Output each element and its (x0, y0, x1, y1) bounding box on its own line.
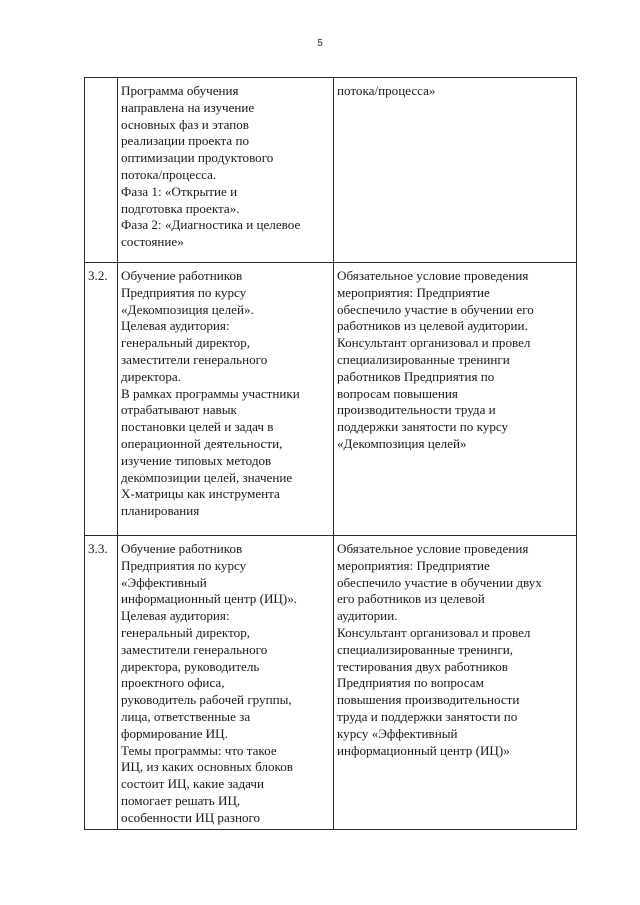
page-number: 5 (317, 38, 323, 49)
condition-line: его работников из целевой (337, 591, 485, 607)
description-line: направлена на изучение (121, 99, 255, 115)
condition-line: специализированные тренинги, (337, 641, 514, 657)
condition-line: Обязательное условие проведения (337, 268, 529, 283)
description-line: заместители генерального (121, 641, 268, 657)
item-number-cell (85, 263, 118, 536)
description-line: Предприятия по курсу (121, 557, 247, 573)
description-line: Целевая аудитория: (121, 608, 230, 624)
description-line: проектного офиса, (121, 675, 225, 691)
condition-line: аудитории. (337, 608, 398, 624)
description-line: реализации проекта по (121, 133, 250, 149)
condition-line: мероприятия: Предприятие (337, 557, 490, 573)
description-line: Предприятия по курсу (121, 284, 247, 300)
description-line: подготовка проекта». (121, 200, 240, 216)
description-line: Фаза 1: «Открытие и (121, 183, 238, 199)
description-line: формирование ИЦ. (121, 725, 228, 741)
condition-line: «Декомпозиция целей» (337, 435, 467, 451)
item-number-cell (85, 536, 118, 830)
condition-line: Предприятия по вопросам (337, 675, 484, 691)
condition-line: потока/процесса» (337, 83, 436, 98)
condition-line: тестирования двух работников (337, 658, 508, 674)
item-number-cell (85, 78, 118, 263)
condition-line: работников Предприятия по (337, 368, 495, 384)
condition-line: Обязательное условие проведения (337, 541, 529, 556)
description-cell (118, 263, 334, 536)
description-line: заместители генерального (121, 351, 268, 367)
description-line: оптимизации продуктового (121, 150, 274, 166)
description-line: руководитель рабочей группы, (121, 692, 292, 708)
description-line: В рамках программы участники (121, 385, 300, 401)
description-line: Программа обучения (121, 83, 239, 98)
table-row (85, 78, 577, 263)
description-line: изучение типовых методов (121, 452, 272, 468)
condition-cell (334, 78, 577, 263)
item-number: 3.3. (88, 541, 108, 556)
condition-line: производительности труда и (337, 402, 496, 418)
description-line: ИЦ, из каких основных блоков (121, 759, 293, 775)
description-line: основных фаз и этапов (121, 116, 249, 132)
description-line: информационный центр (ИЦ)». (121, 591, 298, 607)
condition-line: обеспечило участие в обучении его (337, 301, 534, 317)
description-line: состояние» (121, 234, 184, 250)
description-line: постановки целей и задач в (121, 419, 274, 435)
condition-line: поддержки занятости по курсу (337, 419, 509, 435)
description-line: особенности ИЦ разного (121, 809, 261, 825)
description-line: планирования (121, 503, 200, 519)
table-row (85, 263, 577, 536)
description-line: Темы программы: что такое (121, 742, 277, 758)
description-line: генеральный директор, (121, 335, 251, 351)
description-line: директора, руководитель (121, 658, 260, 674)
description-line: директора. (121, 368, 181, 384)
condition-line: вопросам повышения (337, 385, 458, 401)
description-line: Фаза 2: «Диагностика и целевое (121, 217, 301, 233)
condition-line: специализированные тренинги (337, 351, 510, 367)
item-number: 3.2. (88, 268, 108, 283)
description-line: декомпозиции целей, значение (121, 469, 293, 485)
description-line: потока/процесса. (121, 166, 217, 182)
condition-line: работников из целевой аудитории. (337, 318, 528, 334)
description-line: Обучение работников (121, 268, 243, 283)
condition-line: обеспечило участие в обучении двух (337, 574, 542, 590)
condition-cell (334, 536, 577, 830)
description-line: Обучение работников (121, 541, 243, 556)
description-line: Целевая аудитория: (121, 318, 230, 334)
condition-line: труда и поддержки занятости по (337, 708, 518, 724)
description-line: отрабатывают навык (121, 402, 237, 418)
condition-line: Консультант организовал и провел (337, 335, 531, 351)
description-line: лица, ответственные за (121, 708, 251, 724)
description-line: операционной деятельности, (121, 435, 283, 451)
description-line: состоит ИЦ, какие задачи (121, 776, 265, 792)
condition-line: информационный центр (ИЦ)» (337, 742, 510, 758)
condition-line: повышения производительности (337, 692, 520, 708)
table-row (85, 536, 577, 830)
activities-table (84, 77, 577, 830)
description-line: генеральный директор, (121, 624, 251, 640)
description-line: Х-матрицы как инструмента (121, 486, 280, 502)
condition-cell (334, 263, 577, 536)
description-line: «Декомпозиция целей». (121, 301, 254, 317)
description-line: помогает решать ИЦ, (121, 792, 241, 808)
condition-line: Консультант организовал и провел (337, 624, 531, 640)
description-cell (118, 536, 334, 830)
description-cell (118, 78, 334, 263)
condition-line: курсу «Эффективный (337, 725, 458, 741)
condition-line: мероприятия: Предприятие (337, 284, 490, 300)
description-line: «Эффективный (121, 574, 207, 590)
